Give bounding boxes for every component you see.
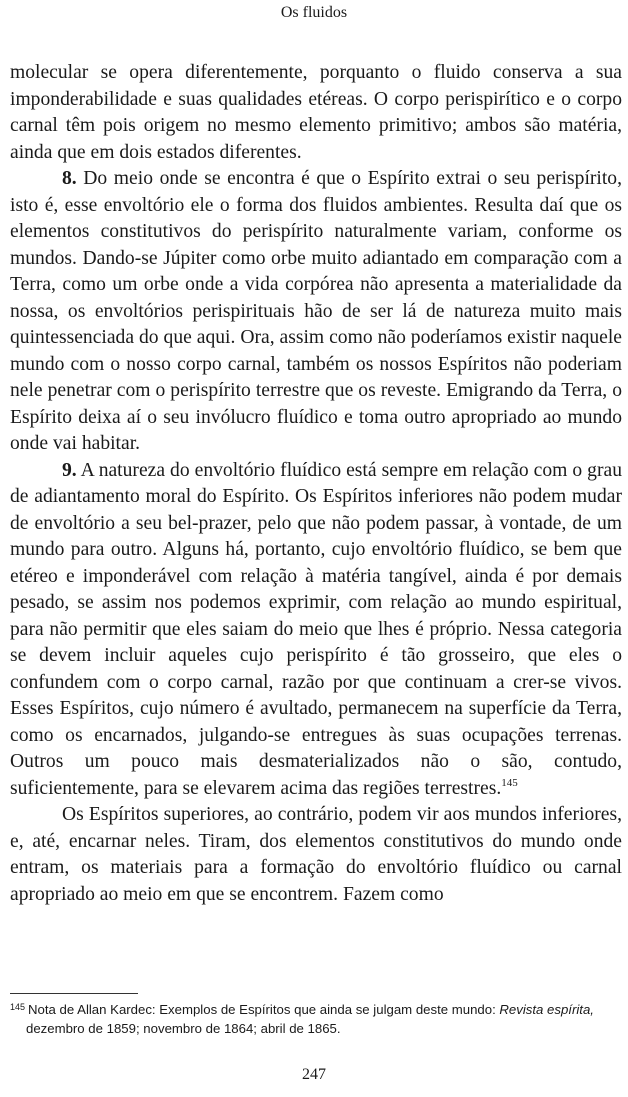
paragraph-8 — [10, 166, 622, 458]
paragraph-text: Os Espíritos superiores, ao contrário, podem vir aos mundos inferiores, e, até, encarnar neles. Tiram, dos elementos constitutivos do mundo onde entram, os materiais para a formação do envoltório fluídico ou carnal apropriado ao meio em que se encontrem. Fazem como — [10, 804, 622, 905]
body-text — [10, 60, 622, 908]
paragraph-continuation — [10, 60, 622, 166]
paragraph-text: Do meio onde se encontra é que o Espírito extrai o seu perispírito, isto é, esse envoltório ele o forma dos fluidos ambientes. Resulta daí que os elementos constitutivos do perispírito naturalmente variam, conforme os mundos. Dando-se Júpiter como orbe muito adiantado em comparação com a Terra, como um orbe onde a vida corpórea não apresenta a materialidade da nossa, os envoltórios perispirituais hão de ser lá de natureza muito mais quintessenciada do que aqui. Ora, assim como não poderíamos existir naquele mundo com o nosso corpo carnal, também os nossos Espíritos não poderiam nele penetrar com o perispírito terrestre que os reveste. Emigrando da Terra, o Espírito deixa aí o seu invólucro fluídico e toma outro apropriado ao mundo onde vai habitar. — [10, 168, 622, 454]
paragraph-text: A natureza do envoltório fluídico está sempre em relação com o grau de adiantamento moral do Espírito. Os Espíritos inferiores não podem mudar de envoltório a seu bel-prazer, pelo que não podem passar, à vontade, de um mundo para outro. Alguns há, portanto, cujo envoltório fluídico, se bem que etéreo e imponderável com relação à matéria tangível, ainda é por demais pesado, se assim nos podemos exprimir, com relação ao mundo espiritual, para não permitir que eles saiam do meio que lhes é próprio. Nessa categoria se devem incluir aqueles cujo perispírito é tão grosseiro, que eles o confundem com o corpo carnal, razão por que continuam a crer-se vivos. Esses Espíritos, cujo número é avultado, permanecem na superfície da Terra, como os encarnados, julgando-se entregues às suas ocupações terrenas. Outros um pouco mais desmaterializados não o são, contudo, suficientemente, para se elevarem acima das regiões terrestres. — [10, 459, 622, 799]
paragraph-number: 8. — [62, 168, 77, 189]
paragraph-text: molecular se opera diferentemente, porquanto o fluido conserva a sua imponderabilidade e suas qualidades etéreas. O corpo perispirítico e o corpo carnal têm pois origem no mesmo elemento primitivo; ambos são matéria, ainda que em dois estados diferentes. — [10, 62, 622, 163]
paragraph-superior-spirits — [10, 802, 622, 908]
footnote-reference[interactable]: 145 — [501, 776, 518, 789]
page-number: 247 — [302, 1066, 326, 1083]
footnote — [10, 1000, 622, 1038]
paragraph-number: 9. — [62, 459, 77, 481]
footnote-lead: Nota de Allan Kardec: Exemplos de Espíritos que ainda se julgam deste mundo: — [28, 1002, 500, 1017]
footnote-source-title: Revista espírita, — [499, 1002, 594, 1017]
paragraph-9 — [10, 458, 622, 803]
running-title: Os fluidos — [280, 4, 348, 21]
footnote-divider — [10, 993, 138, 994]
footnote-dates: dezembro de 1859; novembro de 1864; abril de 1865. — [26, 1021, 341, 1036]
footnote-mark: 145 — [10, 1002, 26, 1012]
